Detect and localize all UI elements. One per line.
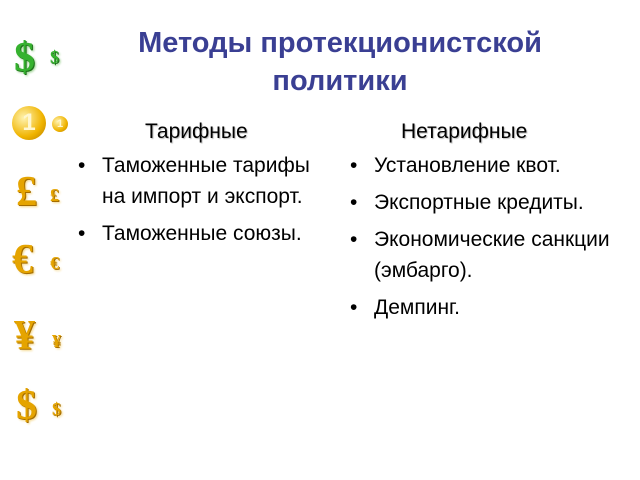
- tariff-methods-list: [76, 150, 326, 255]
- slide-title: Методы протекционистской политики: [138, 27, 542, 97]
- list-item: • Экономические санкции (эмбарго).: [348, 224, 618, 286]
- pound-icon: £ £: [16, 169, 59, 215]
- list-item: • Таможенные тарифы на импорт и экспорт.: [76, 150, 326, 212]
- euro-icon: € €: [12, 237, 59, 283]
- list-item: • Демпинг.: [348, 292, 618, 323]
- yen-icon: ¥ ¥: [14, 313, 61, 359]
- non-tariff-heading: Нетарифные: [401, 120, 528, 143]
- dollar-icon: $ $: [16, 383, 61, 429]
- list-item: • Установление квот.: [348, 150, 618, 181]
- list-item: • Экспортные кредиты.: [348, 187, 618, 218]
- dollar-icon: $ $: [14, 35, 59, 81]
- non-tariff-methods-list: [348, 150, 618, 329]
- list-item: • Таможенные союзы.: [76, 218, 326, 249]
- coin-icon: 1 1: [12, 102, 72, 148]
- tariff-heading: Тарифные: [145, 120, 248, 143]
